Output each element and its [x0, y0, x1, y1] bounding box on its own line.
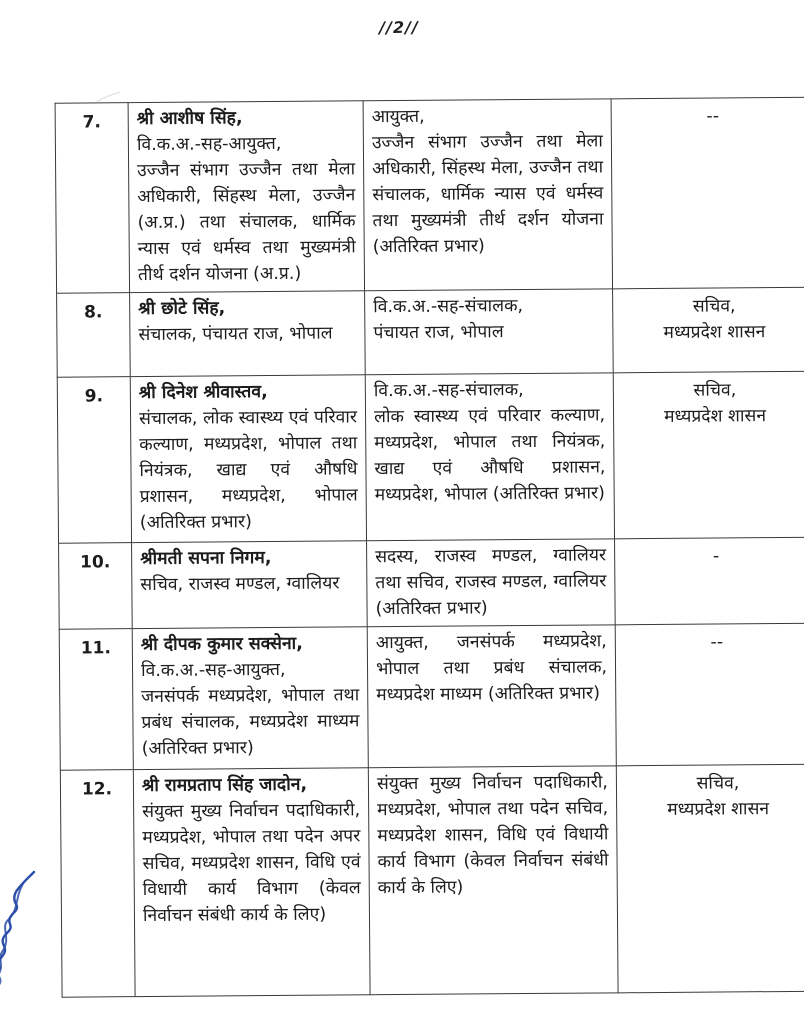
table-row [57, 287, 804, 377]
posting-cell [363, 99, 612, 291]
officer-cell [133, 768, 370, 997]
officer-details: संयुक्त मुख्य निर्वाचन पदाधिकारी, मध्यप्रदेश, भोपाल तथा पदेन अपर सचिव, मध्यप्रदेश शासन, विधि एवं विधायी कार्य विभाग (केवल निर्वाचन संबंधी कार्य के लिए) [142, 800, 361, 927]
serial-cell: 8. [57, 293, 131, 378]
new-posting: आयुक्त, उज्जैन संभाग उज्जैन तथा मेला अधिकारी, सिंहस्थ मेला, उज्जैन तथा संचालक, धार्मिक न्यास एवं धर्मस्व तथा मुख्यमंत्री तीर्थ दर्शन योजना (अतिरिक्त प्रभार) [371, 106, 604, 258]
signature-icon [0, 868, 44, 988]
new-posting: सदस्य, राजस्व मण्डल, ग्वालियर तथा सचिव, राजस्व मण्डल, ग्वालियर (अतिरिक्त प्रभार) [375, 545, 607, 620]
table-row [57, 371, 804, 543]
table-row [59, 623, 804, 770]
officer-details: वि.क.अ.-सह-आयुक्त, उज्जैन संभाग उज्जैन तथा मेला अधिकारी, सिंहस्थ मेला, उज्जैन (अ.प्र.) तथा संचालक, धार्मिक न्यास एवं धर्मस्व तथा मुख्यमंत्री तीर्थ दर्शन योजना (अ.प्र.) [136, 133, 356, 286]
officer-cell [132, 627, 368, 770]
posting-cell [365, 289, 614, 375]
new-posting: संयुक्त मुख्य निर्वाचन पदाधिकारी, मध्यप्रदेश, भोपाल तथा पदेन सचिव, मध्यप्रदेश शासन, विधि एवं विधायी कार्य विभाग (केवल निर्वाचन संबंधी कार्य के लिए) [376, 772, 609, 899]
serial-cell: 12. [60, 770, 135, 998]
posting-cell [365, 373, 614, 541]
officer-cell [130, 291, 366, 377]
posting-cell [367, 539, 616, 627]
serial-cell: 10. [59, 543, 133, 630]
officer-name: श्री दीपक कुमार सक्सेना, [140, 633, 303, 656]
remark-cell: सचिव, मध्यप्रदेश शासन [613, 371, 804, 539]
officer-details: वि.क.अ.-सह-आयुक्त, जनसंपर्क मध्यप्रदेश, भोपाल तथा प्रबंध संचालक, मध्यप्रदेश माध्यम (अतिरिक्त प्रभार) [140, 659, 360, 760]
remark-cell: -- [611, 97, 804, 289]
remark-cell: - [615, 537, 804, 625]
serial-cell: 9. [57, 377, 131, 544]
posting-cell [368, 766, 618, 995]
table-row [55, 97, 804, 293]
officer-cell [128, 101, 364, 293]
officer-name: श्री रामप्रताप सिंह जादोन, [141, 774, 308, 797]
officer-name: श्री छोटे सिंह, [138, 298, 226, 320]
posting-cell [367, 625, 616, 768]
officer-cell [130, 375, 366, 543]
postings-table [55, 97, 804, 998]
table-row [60, 764, 804, 997]
remark-cell: -- [615, 623, 804, 766]
remark-cell: सचिव, मध्यप्रदेश शासन [613, 287, 804, 373]
remark-cell: सचिव, मध्यप्रदेश शासन [616, 764, 804, 993]
officer-cell [132, 541, 368, 629]
new-posting: वि.क.अ.-सह-संचालक, लोक स्वास्थ्य एवं परिवार कल्याण, मध्यप्रदेश, भोपाल तथा नियंत्रक, खाद्य एवं औषधि प्रशासन, मध्यप्रदेश, भोपाल (अतिरिक्त प्रभार) [373, 380, 606, 506]
new-posting: आयुक्त, जनसंपर्क मध्यप्रदेश, भोपाल तथा प्रबंध संचालक, मध्यप्रदेश माध्यम (अतिरिक्त प्रभार) [375, 631, 608, 706]
page-number: //2// [379, 17, 419, 38]
postings-table-body [55, 97, 804, 997]
officer-details: संचालक, लोक स्वास्थ्य एवं परिवार कल्याण, मध्यप्रदेश, भोपाल तथा नियंत्रक, खाद्य एवं औषधि प्रशासन, मध्यप्रदेश, भोपाल (अतिरिक्त प्रभार) [138, 407, 358, 534]
officer-name: श्री आशीष सिंह, [136, 108, 243, 130]
officer-details: सचिव, राजस्व मण्डल, ग्वालियर [140, 573, 340, 596]
serial-cell: 7. [55, 103, 129, 294]
serial-cell: 11. [59, 629, 133, 771]
officer-name: श्री दिनेश श्रीवास्तव, [138, 382, 268, 404]
table-row [59, 537, 804, 629]
new-posting: वि.क.अ.-सह-संचालक, पंचायत राज, भोपाल [373, 296, 524, 344]
officer-details: संचालक, पंचायत राज, भोपाल [138, 323, 333, 346]
officer-name: श्रीमती सपना निगम, [140, 548, 272, 570]
